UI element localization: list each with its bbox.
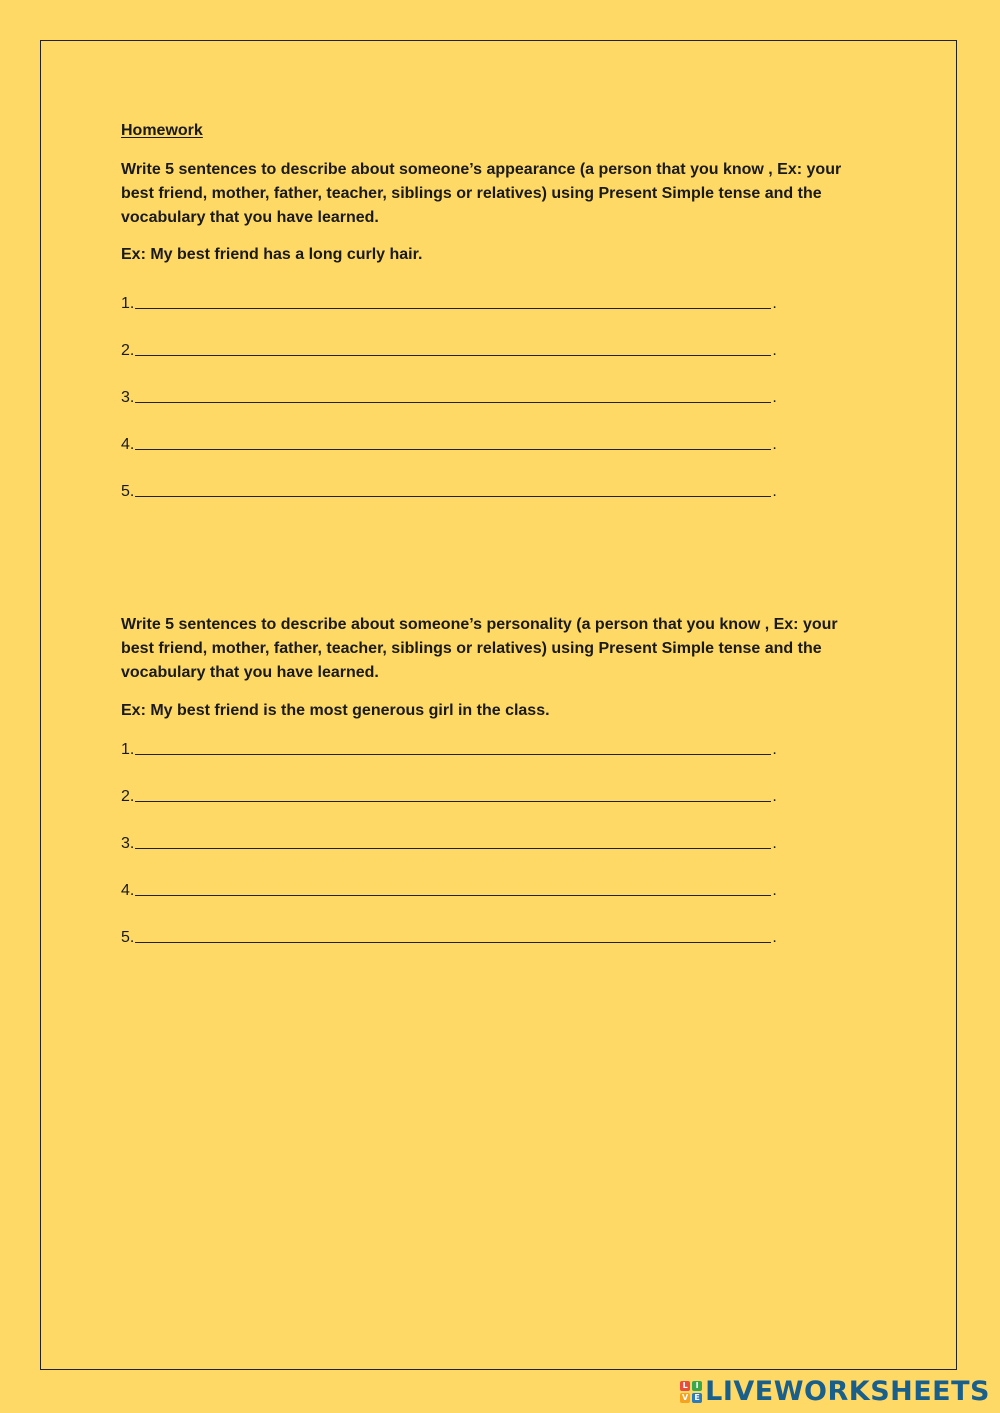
answer-line-number: 2. xyxy=(121,342,135,359)
answer-line[interactable] xyxy=(121,806,781,853)
answer-line-number: 5. xyxy=(121,483,135,500)
answer-blank[interactable] xyxy=(135,801,771,802)
answer-line-number: 1. xyxy=(121,741,135,758)
answer-blank[interactable] xyxy=(135,449,771,450)
section-1-example: Ex: My best friend has a long curly hair. xyxy=(121,246,423,263)
line-end: . xyxy=(772,436,777,453)
line-end: . xyxy=(772,835,777,852)
brand-name: LIVEWORKSHEETS xyxy=(705,1376,990,1407)
section-2-answer-lines xyxy=(121,712,781,947)
answer-blank[interactable] xyxy=(135,848,771,849)
line-end: . xyxy=(772,882,777,899)
section-2-example: Ex: My best friend is the most generous girl in the class. xyxy=(121,702,550,719)
answer-blank[interactable] xyxy=(135,355,771,356)
logo-tile: V xyxy=(682,1393,689,1402)
answer-line-number: 1. xyxy=(121,295,135,312)
line-end: . xyxy=(772,342,777,359)
line-end: . xyxy=(772,483,777,500)
answer-line-number: 4. xyxy=(121,882,135,899)
answer-line[interactable] xyxy=(121,853,781,900)
answer-blank[interactable] xyxy=(135,402,771,403)
line-end: . xyxy=(772,741,777,758)
liveworksheets-brand[interactable] xyxy=(680,1376,990,1407)
answer-line[interactable] xyxy=(121,313,781,360)
answer-blank[interactable] xyxy=(135,308,771,309)
section-2-instruction: Write 5 sentences to describe about someone’s personality (a person that you know , Ex: your best friend, mother, father, teacher, siblings or relatives) using Present Simple tense and the vocabulary that you have learned. xyxy=(121,616,838,681)
answer-line[interactable] xyxy=(121,407,781,454)
logo-tile: E xyxy=(692,1393,702,1403)
line-end: . xyxy=(772,389,777,406)
answer-line-number: 3. xyxy=(121,389,135,406)
section-1-answer-lines xyxy=(121,266,781,501)
answer-line-number: 3. xyxy=(121,835,135,852)
logo-tile: I xyxy=(692,1381,702,1391)
liveworksheets-logo-icon xyxy=(680,1381,702,1403)
answer-line[interactable] xyxy=(121,900,781,947)
worksheet-heading: Homework xyxy=(121,122,203,139)
answer-line[interactable] xyxy=(121,266,781,313)
answer-blank[interactable] xyxy=(135,895,771,896)
answer-line[interactable] xyxy=(121,454,781,501)
answer-line-number: 5. xyxy=(121,929,135,946)
answer-line-number: 2. xyxy=(121,788,135,805)
answer-line[interactable] xyxy=(121,360,781,407)
logo-tile: L xyxy=(680,1381,690,1391)
answer-blank[interactable] xyxy=(135,754,771,755)
answer-blank[interactable] xyxy=(135,942,771,943)
line-end: . xyxy=(772,295,777,312)
answer-blank[interactable] xyxy=(135,496,771,497)
answer-line[interactable] xyxy=(121,712,781,759)
answer-line[interactable] xyxy=(121,759,781,806)
line-end: . xyxy=(772,788,777,805)
section-1-instruction: Write 5 sentences to describe about someone’s appearance (a person that you know , Ex: your best friend, mother, father, teacher, siblings or relatives) using Present Simple tense and the vocabulary that you have learned. xyxy=(121,161,842,226)
line-end: . xyxy=(772,929,777,946)
answer-line-number: 4. xyxy=(121,436,135,453)
